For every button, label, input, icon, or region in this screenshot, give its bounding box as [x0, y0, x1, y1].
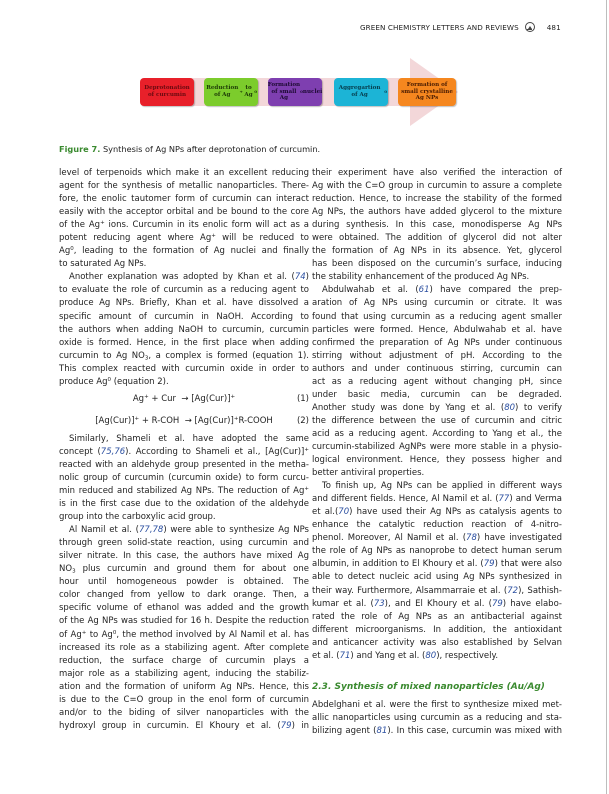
text-line: et al. (71) and Yang et al. (80), respectively.: [312, 650, 499, 661]
text-line: Ag with the C=O group in curcumin to assure a complete: [312, 181, 562, 192]
text-line: curcumin to Ag $NO_3$, a complex is formed (equation 1).: [59, 350, 310, 362]
process-step-5: Formation of small crystalline Ag NPs: [398, 78, 456, 106]
citation-link[interactable]: 73: [373, 598, 385, 609]
taylor-francis-logo-icon: [525, 22, 535, 32]
citation-link[interactable]: 79: [491, 598, 503, 609]
text-line: Ag$^0$, leading to the formation of Ag nuclei and finally: [59, 246, 309, 257]
text-line: and different fields. Hence, Al Namil et al. (77) and Verma: [312, 494, 562, 505]
citation-link[interactable]: 74: [294, 272, 306, 283]
figure-7-flowchart: [140, 44, 472, 110]
citation-link[interactable]: 80: [425, 650, 437, 661]
text-line: to evaluate the role of curcumin as a reducing agent to: [59, 285, 309, 296]
text-line: Another study was done by Yang et al. (80) to verify: [312, 402, 562, 413]
figure-label: Figure 7.: [59, 144, 101, 154]
text-line: of Ag+ to Ag$^0$, the method involved by Al Namil et al. has: [59, 629, 309, 640]
text-line: confirmed the preparation of Ag NPs under continuous: [312, 337, 562, 348]
page-number: 481: [546, 22, 561, 32]
equation-number: (1): [296, 394, 309, 405]
left-column: [59, 167, 309, 733]
citation-link[interactable]: 79: [483, 559, 495, 570]
text-line: increased its role as a stabilizing agent. After complete: [59, 642, 309, 653]
text-line: Similarly, Shameli et al. have adopted the same: [69, 433, 309, 444]
text-line: is in the first case due to the oxidation of the aldehyde: [59, 499, 309, 510]
text-line: particles were formed. Hence, Abdulwahab et al. have: [312, 324, 562, 335]
text-line: act as a reducing agent without changing pH, since: [312, 376, 562, 387]
text-line: specific amount of curcumin in NaOH. According to: [59, 311, 309, 322]
right-column: [312, 167, 562, 738]
text-line: found that using curcumin as a reducing agent smaller: [312, 311, 562, 322]
text-line: the difference between the use of curcumin and citric: [312, 415, 562, 426]
text-line: produce Ag$^0$ (equation 2).: [59, 376, 169, 387]
text-line: min reduced and stabilized Ag NPs. The reduction of Ag+: [59, 485, 309, 496]
text-line: group into the carboxylic acid group.: [59, 512, 216, 523]
text-line: different microorganisms. In addition, the antioxidant: [312, 624, 562, 635]
citation-link[interactable]: 80: [504, 402, 516, 413]
equation-expression: Ag+ + Cur → [Ag(Cur)]+: [132, 394, 236, 405]
text-line: reduction, the surface charge of curcumin plays a: [59, 655, 309, 666]
text-line: stirring without adjustment of pH. According to the: [312, 350, 562, 361]
text-line: This complex reacted with curcumin oxide in order to: [59, 363, 309, 374]
text-line: specific volume of ethanol was added and the growth: [59, 603, 309, 614]
text-line: has been disposed on the curcumin’s surface, inducing: [312, 259, 562, 270]
text-line: and/or to the biding of silver nanoparticles with the: [59, 707, 309, 718]
text-line: of the Ag+ ions. Curcumin in its enolic form will act as a: [59, 220, 309, 231]
text-line: rated the role of Ag NPs as an antibacterial against: [312, 611, 562, 622]
text-line: albumin, in addition to El Khoury et al. (79) that were also: [312, 559, 562, 570]
text-line: hydroxyl group in curcumin. El Khoury et al. (79) in: [59, 720, 309, 731]
figure-caption-text: Synthesis of Ag NPs after deprotonation of curcumin.: [100, 144, 321, 154]
text-line: the formation of Ag NPs in its absence. Yet, glycerol: [312, 246, 562, 257]
text-line: aration of Ag NPs using curcumin or citrate. It was: [312, 298, 562, 309]
text-line: enhance the catalytic reduction reaction of 4-nitro-: [312, 520, 562, 531]
text-line: curcumin-stabilized AgNPs were more stable in a physio-: [312, 441, 562, 452]
text-line: $NO_3$ plus curcumin and ground them for about one: [59, 564, 309, 575]
text-line: to saturated Ag NPs.: [59, 259, 147, 270]
text-line: concept (75,76). According to Shameli et al., [Ag(Cur)]+: [59, 446, 309, 457]
text-line: Al Namil et al. (77,78) were able to synthesize Ag NPs: [69, 525, 309, 536]
citation-link[interactable]: 77,78: [139, 525, 164, 536]
page-edge-rule: [606, 0, 607, 794]
process-step-3: Formation of small Ag 0 nuclei: [268, 78, 322, 106]
text-line: level of terpenoids which make it an excellent reducing: [59, 168, 309, 178]
text-line: the stability enhancement of the produced Ag NPs.: [312, 272, 530, 283]
text-line: phenol. Moreover, Al Namil et al. (78) have investigated: [312, 533, 562, 544]
citation-link[interactable]: 81: [376, 725, 388, 736]
text-line: produce Ag NPs. Briefly, Khan et al. have dissolved a: [59, 298, 309, 309]
text-line: the authors when adding NaOH to curcumin, curcumin: [59, 324, 309, 335]
text-line: through green solid-state reaction, using curcumin and: [59, 538, 309, 549]
text-line: To finish up, Ag NPs can be applied in different ways: [322, 481, 562, 492]
text-line: reduction. Hence, to increase the stability of the formed: [312, 194, 562, 205]
citation-link[interactable]: 78: [466, 533, 477, 544]
text-line: hour until homogeneous powder is obtained. The: [59, 577, 309, 588]
citation-link[interactable]: 79: [280, 720, 292, 731]
journal-title: GREEN CHEMISTRY LETTERS AND REVIEWS: [360, 22, 519, 32]
citation-link[interactable]: 77: [498, 494, 510, 505]
citation-link[interactable]: 71: [339, 650, 351, 661]
text-line: color changed from yellow to dark orange. Then, a: [59, 590, 309, 601]
text-line: and anticancer activity was also established by Selvan: [312, 637, 562, 648]
text-line: kumar et al. (73), and El Khoury et al. (79) have elabo-: [312, 598, 562, 609]
text-line: logical environment. Hence, they possess higher and: [312, 455, 562, 466]
citation-link[interactable]: 75,76: [100, 446, 126, 457]
equation-expression: [Ag(Cur)]+ + R-COH → [Ag(Cur)]+R-COOH: [95, 416, 273, 427]
text-line: is due to the C=O group in the enol form of curcumin: [59, 694, 309, 705]
equation: [59, 389, 309, 411]
text-line: bilizing agent (81). In this case, curcumin was mixed with: [312, 725, 562, 736]
text-line: allic nanoparticles using curcumin as a reducing and sta-: [312, 712, 562, 723]
text-line: Another explanation was adopted by Khan et al. (74): [69, 272, 309, 283]
text-line: oxide is formed. Hence, in the first place when adding: [59, 337, 309, 348]
running-head: [360, 22, 560, 32]
text-line: silver nitrate. In this case, the authors have mixed Ag: [59, 551, 309, 562]
figure-caption: [59, 144, 320, 154]
section-heading: 2.3. Synthesis of mixed nanoparticles (Au/Ag): [312, 681, 545, 692]
text-line: acid as a reducing agent. According to Yang et al., the: [312, 428, 562, 439]
equation-number: (2): [296, 416, 309, 427]
text-line: the role of Ag NPs as nanoprobe to detect human serum: [312, 546, 562, 557]
text-line: potent reducing agent where Ag+ will be reduced to: [59, 233, 309, 244]
text-line: easily with the acceptor orbital and be bound to the core: [59, 207, 309, 218]
text-line: reacted with an aldehyde group presented in the metha-: [59, 459, 309, 470]
text-line: ation and the formation of uniform Ag NPs. Hence, this: [59, 681, 309, 692]
text-line: were obtained. The addition of glycerol did not alter: [312, 233, 562, 244]
equation: [59, 411, 309, 433]
text-line: fore, the enolic tautomer form of curcumin can interact: [59, 194, 309, 205]
text-line: better antiviral properties.: [312, 468, 425, 479]
text-line: during synthesis. In this case, monodisperse Ag NPs: [312, 220, 562, 231]
process-step-4: Aggregartion of Ag 0: [334, 78, 388, 106]
text-line: Abdelghani et al. were the first to synthesize mixed met-: [312, 699, 562, 710]
text-line: major role as a stabilizing agent, inducing the stabiliz-: [59, 668, 309, 679]
text-line: et al.(70) have used their Ag NPs as catalysis agents to: [312, 507, 562, 518]
text-line: Ag NPs, the authors have added glycerol to the mixture: [312, 207, 562, 218]
text-line: of the Ag NPs was studied for 16 h. Despite the reduction: [59, 616, 309, 627]
text-line: their experiment have also verified the interaction of: [312, 168, 562, 178]
citation-link[interactable]: 70: [338, 507, 350, 518]
text-line: under basic media, curcumin can be degraded.: [312, 389, 562, 400]
text-line: Abdulwahab et al. (61) have compared the prep-: [322, 285, 563, 296]
text-line: authors and under continuous stirring, curcumin can: [312, 363, 562, 374]
text-line: nolic group of curcumin (curcumin oxide) to form curcu-: [59, 472, 309, 483]
citation-link[interactable]: 72: [507, 585, 519, 596]
process-step-1: Deprotonation of curcumin: [140, 78, 194, 106]
citation-link[interactable]: 61: [418, 285, 430, 296]
text-line: agent for the synthesis of metallic nanoparticles. There-: [59, 181, 309, 192]
text-line: their way. Furthermore, Alsammarraie et al. (72), Sathish-: [312, 585, 562, 596]
text-line: able to detect nucleic acid using Ag NPs synthesized in: [312, 572, 562, 583]
process-step-2: Reduction of Ag + to Ag 0: [204, 78, 258, 106]
